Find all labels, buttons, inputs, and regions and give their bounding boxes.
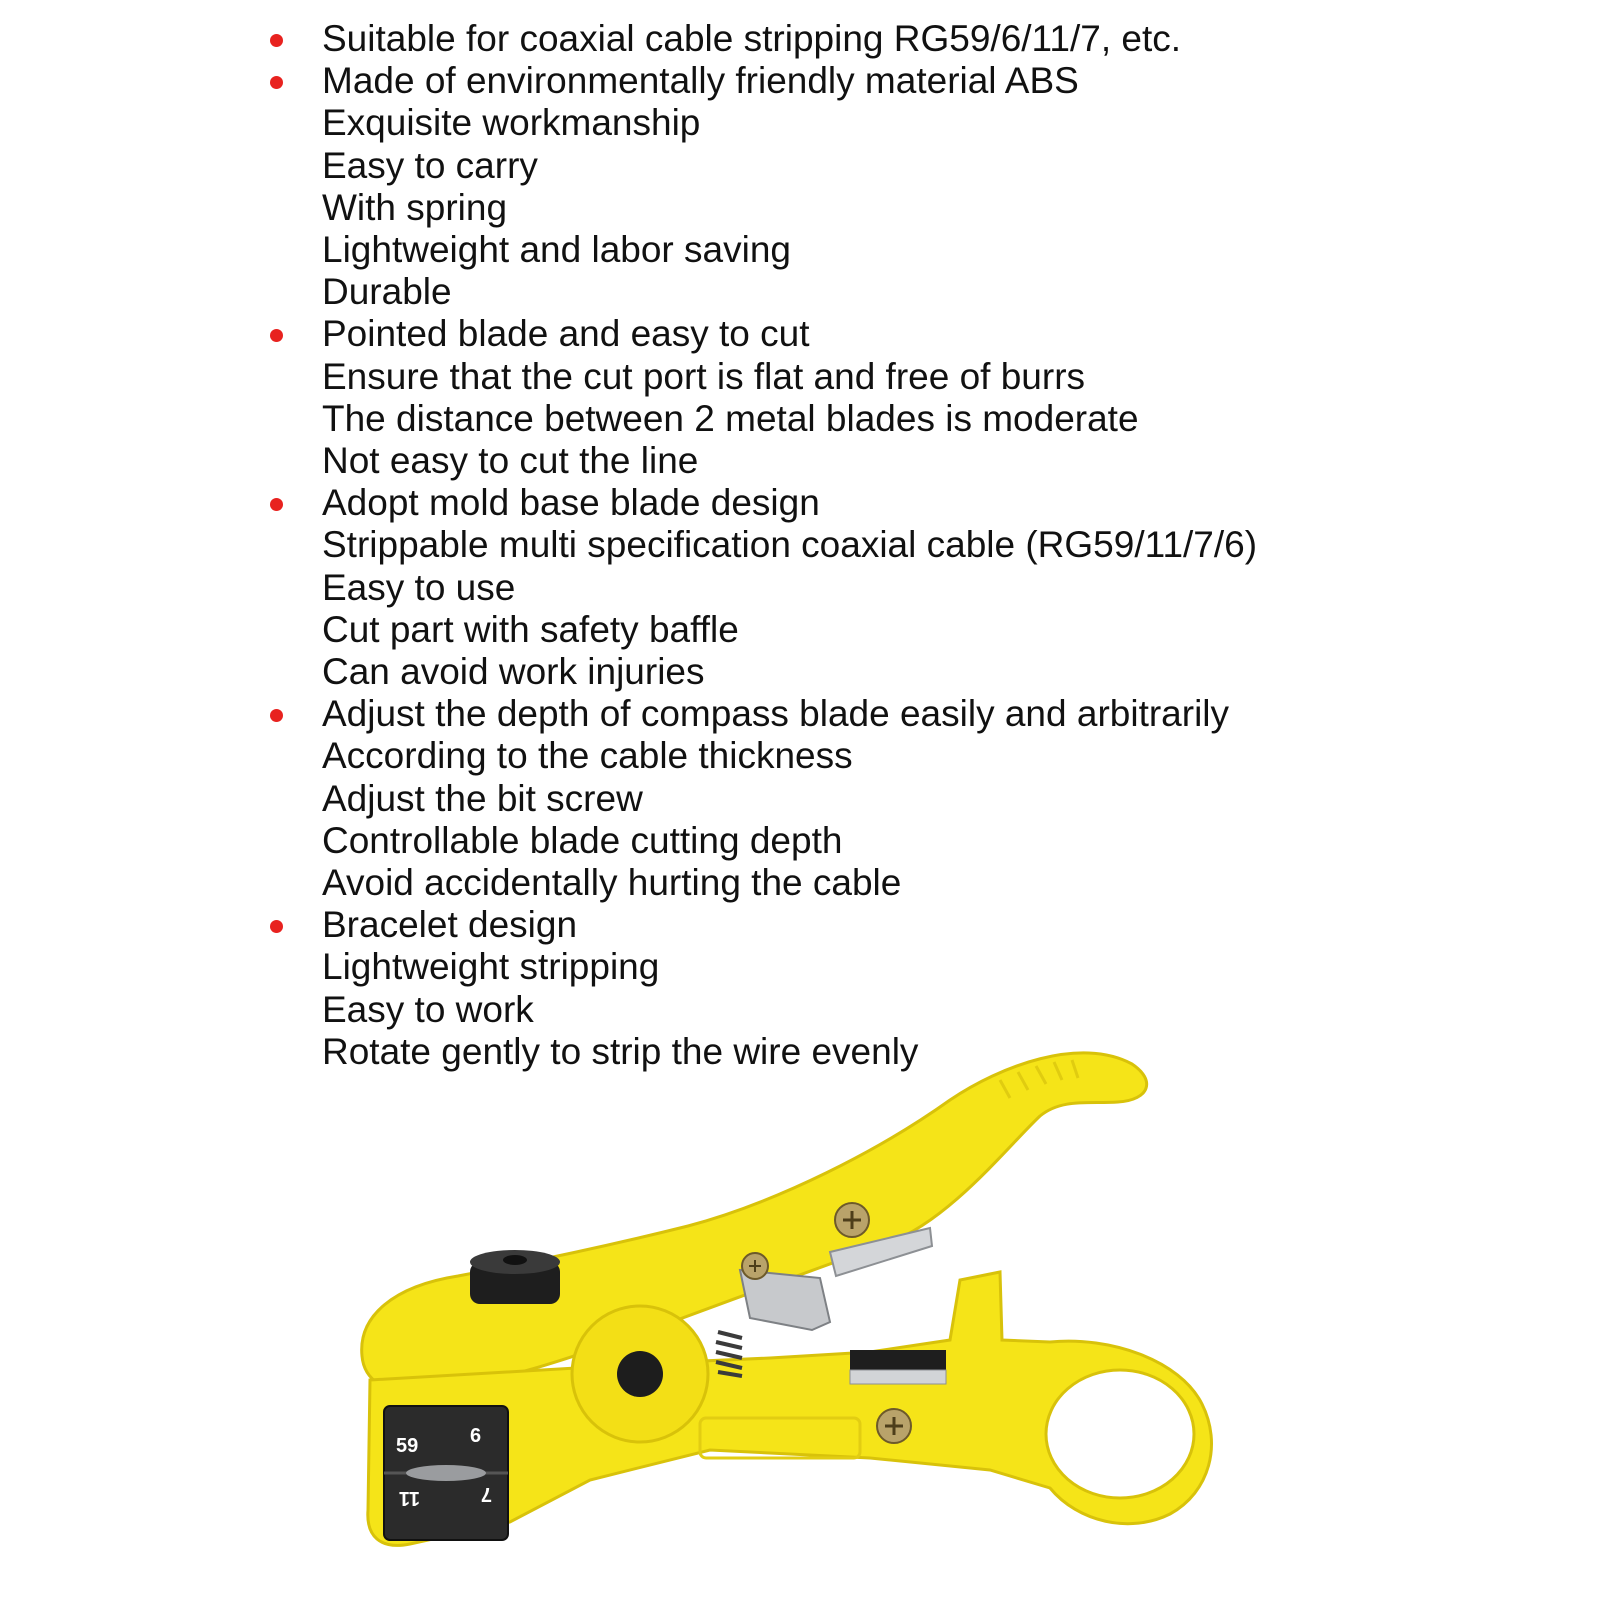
bracelet-ring-hole: [1046, 1370, 1194, 1498]
feature-item: [270, 18, 1570, 60]
bullet-dot: [270, 329, 283, 342]
feature-item: [270, 313, 1570, 482]
feature-line: With spring: [322, 186, 508, 228]
die-label-59: 59: [396, 1435, 419, 1457]
die-label-6: 6: [470, 1425, 482, 1447]
feature-item: [270, 60, 1570, 313]
feature-line: Lightweight and labor saving: [322, 229, 791, 271]
feature-line: Avoid accidentally hurting the cable: [322, 862, 902, 904]
screw-icon: [877, 1409, 911, 1443]
cutting-blade-icon: [850, 1350, 946, 1384]
die-label-7: 7: [480, 1483, 492, 1505]
feature-line: Pointed blade and easy to cut: [322, 313, 810, 355]
bullet-dot: [270, 34, 283, 47]
cable-stripper-image: [350, 1040, 1250, 1580]
feature-line: Adjust the bit screw: [322, 777, 643, 819]
feature-line: Easy to work: [322, 988, 534, 1030]
feature-item: [270, 693, 1570, 904]
feature-line: Adopt mold base blade design: [322, 482, 820, 524]
feature-item: [270, 482, 1570, 693]
feature-line: Not easy to cut the line: [322, 440, 699, 482]
stripping-die-icon: [384, 1406, 508, 1540]
screw-icon: [835, 1203, 869, 1237]
feature-line: Bracelet design: [322, 904, 578, 946]
feature-line: Made of environmentally friendly material ABS: [322, 60, 1079, 102]
feature-line: Adjust the depth of compass blade easily and arbitrarily: [322, 693, 1230, 735]
pivot-pin-icon: [617, 1351, 663, 1397]
bullet-dot: [270, 498, 283, 511]
bullet-dot: [270, 920, 283, 933]
feature-line: Durable: [322, 271, 452, 313]
feature-line: Easy to use: [322, 566, 516, 608]
feature-list: [270, 18, 1570, 1073]
feature-line: Exquisite workmanship: [322, 102, 701, 144]
feature-line: Can avoid work injuries: [322, 651, 705, 693]
feature-line: Cut part with safety baffle: [322, 608, 739, 650]
feature-line: According to the cable thickness: [322, 735, 853, 777]
bullet-dot: [270, 709, 283, 722]
die-label-11: 11: [398, 1487, 420, 1509]
feature-line: Strippable multi specification coaxial cable (RG59/11/7/6): [322, 524, 1258, 566]
feature-line: Controllable blade cutting depth: [322, 819, 843, 861]
depth-adjust-knob-icon: [470, 1250, 560, 1304]
bullet-dot: [270, 76, 283, 89]
feature-line: Lightweight stripping: [322, 946, 660, 988]
feature-line: Ensure that the cut port is flat and free of burrs: [322, 355, 1086, 397]
feature-line: Rotate gently to strip the wire evenly: [322, 1030, 919, 1072]
feature-line: The distance between 2 metal blades is moderate: [322, 397, 1139, 439]
feature-line: Suitable for coaxial cable stripping RG59/6/11/7, etc.: [322, 18, 1182, 59]
feature-line: Easy to carry: [322, 144, 538, 186]
